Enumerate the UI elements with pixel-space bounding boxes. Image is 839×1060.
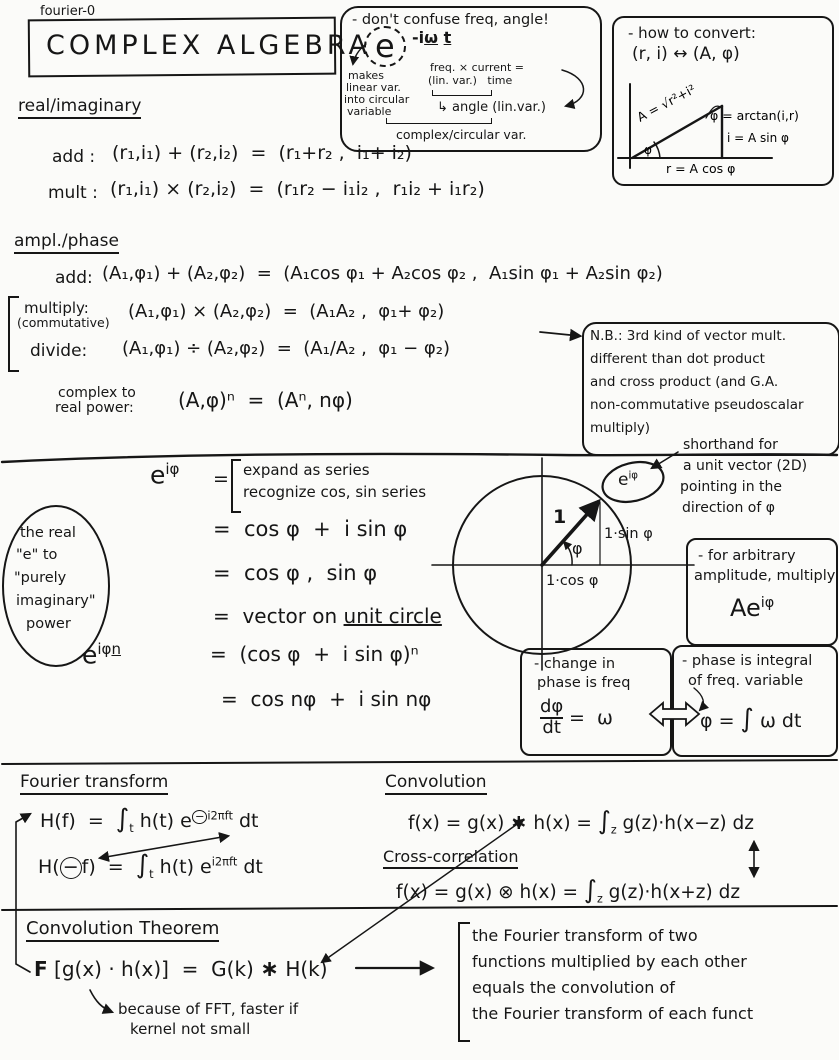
euler-eq: = (213, 468, 229, 490)
section-heading-fourier: Fourier transform (20, 772, 168, 795)
series-line1: expand as series (243, 461, 370, 479)
arctan-label: φ = arctan(i,r) (710, 108, 799, 123)
triangle-diagram (614, 80, 826, 180)
euler-line4: = vector on unit circle (213, 604, 442, 628)
cos-component-label: 1·cos φ (546, 573, 599, 589)
nb-line: and cross product (and G.A. (590, 374, 779, 390)
theorem-to-fourier-connector (16, 814, 30, 972)
fft-note-line1: because of FFT, faster if (118, 1000, 299, 1018)
amplitude-line1: - for arbitrary (698, 548, 796, 564)
nb-line: multiply) (590, 420, 651, 436)
page-title: COMPLEX ALGEBRA (46, 30, 372, 61)
phase-freq-line2: phase is freq (537, 675, 631, 691)
oval-line: "purely (14, 570, 67, 586)
add-formula: (r₁,i₁) + (r₂,i₂) = (r₁+r₂ , i₁+ i₂) (112, 142, 412, 164)
dphidt-rhs: = ω (569, 706, 613, 729)
theorem-note-line: the Fourier transform of two (472, 926, 698, 945)
euler-lhs2: $e^{i\varphi n}$ (82, 640, 121, 670)
radius-label: 1 (553, 506, 567, 528)
unit-circle-diagram (418, 450, 708, 675)
theorem-note-line: the Fourier transform of each funct (472, 1004, 754, 1023)
add-label: add : (52, 147, 96, 167)
dphidt-fraction (540, 698, 563, 738)
makes-note-line: linear var. (346, 81, 401, 94)
multiply-formula: (A₁,φ₁) × (A₂,φ₂) = (A₁A₂ , φ₁+ φ₂) (128, 301, 445, 322)
freq-note-line1: freq. × current = (430, 61, 525, 74)
euler-line5: = (cos φ + i sin φ)ⁿ (210, 642, 419, 666)
circle-angle-label: φ (572, 539, 583, 558)
euler-line2: = cos φ + i sin φ (213, 517, 408, 541)
fourier-line2: $H( - f) = \int_t$ h(t) $e^{i2\pi ft}$ dt (38, 850, 263, 881)
fraction-numerator: dφ (540, 696, 564, 717)
convolution-formula: f(x) = g(x) ∗ $h(x) = \int_z$ g(z)·h(x−z) dz (408, 806, 754, 837)
underbrace (432, 90, 492, 96)
shorthand-line: pointing in the (680, 479, 782, 495)
bracket-series (231, 459, 241, 513)
sin-label: i = A sin φ (727, 131, 789, 145)
nb-pointer-arrow (540, 332, 580, 336)
section-heading-cross-correlation: Cross-correlation (383, 847, 518, 869)
sin-component-label: 1·sin φ (604, 526, 653, 542)
convert-title: - how to convert: (628, 24, 756, 42)
angle-label: φ (644, 143, 652, 157)
section-heading-theorem: Convolution Theorem (26, 918, 219, 942)
cross-correlation-formula: f(x) = g(x) ⊗ $h(x) = \int_z$ g(z)·h(x+z) dz (396, 875, 741, 906)
multiply-label: multiply: (24, 299, 89, 317)
amplitude-formula: $Ae^{i\varphi}$ (730, 594, 775, 622)
integral-line1: - phase is integral (682, 653, 813, 669)
nb-line: different than dot product (590, 351, 765, 367)
dphidt-formula (540, 698, 613, 738)
shorthand-line: a unit vector (2D) (683, 458, 808, 474)
divider-3 (2, 906, 837, 910)
freq-note-line2: (lin. var.) time (428, 74, 513, 87)
hypotenuse-label: A = √r²+i² (634, 81, 698, 125)
amplitude-line2: amplitude, multiply (694, 568, 836, 584)
convert-subtitle: (r, i) ↔ (A, φ) (632, 44, 740, 64)
phase-freq-line1: - change in (534, 656, 616, 672)
cos-label: r = A cos φ (666, 161, 736, 176)
series-line2: recognize cos, sin series (243, 483, 427, 501)
section-heading-ampl-phase: ampl./phase (14, 231, 119, 254)
multiply-sublabel: (commutative) (17, 315, 110, 330)
nb-line: N.B.: 3rd kind of vector mult. (590, 328, 786, 344)
euler-exponent: -iω t (412, 28, 452, 47)
section-heading-real-imaginary: real/imaginary (18, 96, 141, 119)
shorthand-line: shorthand for (683, 437, 778, 453)
euler-lhs: $e^{i\varphi}$ (150, 460, 180, 490)
complex-circular-note: complex/circular var. (396, 127, 527, 142)
oval-line: power (26, 616, 71, 632)
divider-2 (2, 760, 837, 764)
theorem-formula: F [g(x) · h(x)] = G(k) ∗ H(k) (34, 956, 328, 982)
euler-line6: = cos nφ + i sin nφ (221, 687, 432, 711)
fourier-line1: $H(f) = \int_t$ h(t) e − $^{i2\pi ft}$ dt (40, 804, 259, 835)
divide-label: divide: (30, 341, 88, 361)
makes-note-line: into circular (344, 93, 410, 106)
section-heading-convolution: Convolution (385, 772, 487, 795)
eiphi-tip-label: $e^{i\varphi}$ (618, 470, 639, 490)
ap-add-label: add: (55, 268, 93, 288)
makes-note-line: variable (347, 105, 392, 118)
euler-line3: = cos φ , sin φ (213, 561, 378, 585)
power-label-2: real power: (55, 400, 134, 416)
integral-formula: φ = ∫ ω dt (700, 704, 802, 734)
fft-note-line2: kernel not small (130, 1020, 251, 1038)
theorem-note-line: equals the convolution of (472, 978, 675, 997)
power-formula: (A,φ)ⁿ = (Aⁿ, nφ) (178, 388, 353, 412)
oval-line: imaginary" (16, 593, 96, 609)
bracket-theorem-note (458, 922, 470, 1042)
euler-e-symbol: e (364, 26, 406, 67)
mult-label: mult : (48, 183, 98, 203)
oval-line: "e" to (16, 547, 58, 563)
makes-note-line: makes (348, 69, 384, 82)
theorem-note-line: functions multiplied by each other (472, 952, 747, 971)
fraction-denominator: dt (542, 716, 561, 738)
page-tag: fourier-0 (40, 4, 96, 19)
dont-confuse-title: - don't confuse freq, angle! (352, 12, 549, 28)
power-label-1: complex to (58, 385, 136, 401)
divide-formula: (A₁,φ₁) ÷ (A₂,φ₂) = (A₁/A₂ , φ₁ − φ₂) (122, 338, 451, 359)
bracket-multiply-divide (8, 296, 19, 372)
underbrace (386, 118, 492, 124)
shorthand-line: direction of φ (682, 500, 775, 516)
mult-formula: (r₁,i₁) × (r₂,i₂) = (r₁r₂ − i₁i₂ , r₁i₂ + i₁r₂) (110, 178, 485, 200)
integral-line2: of freq. variable (688, 673, 804, 689)
nb-line: non-commutative pseudoscalar (590, 397, 804, 413)
fft-note-arrow (90, 990, 112, 1012)
oval-line: the real (20, 525, 76, 541)
angle-note: ↳ angle (lin.var.) (437, 100, 546, 115)
ap-add-formula: (A₁,φ₁) + (A₂,φ₂) = (A₁cos φ₁ + A₂cos φ₂ , A₁sin φ₁ + A₂sin φ₂) (102, 263, 663, 284)
